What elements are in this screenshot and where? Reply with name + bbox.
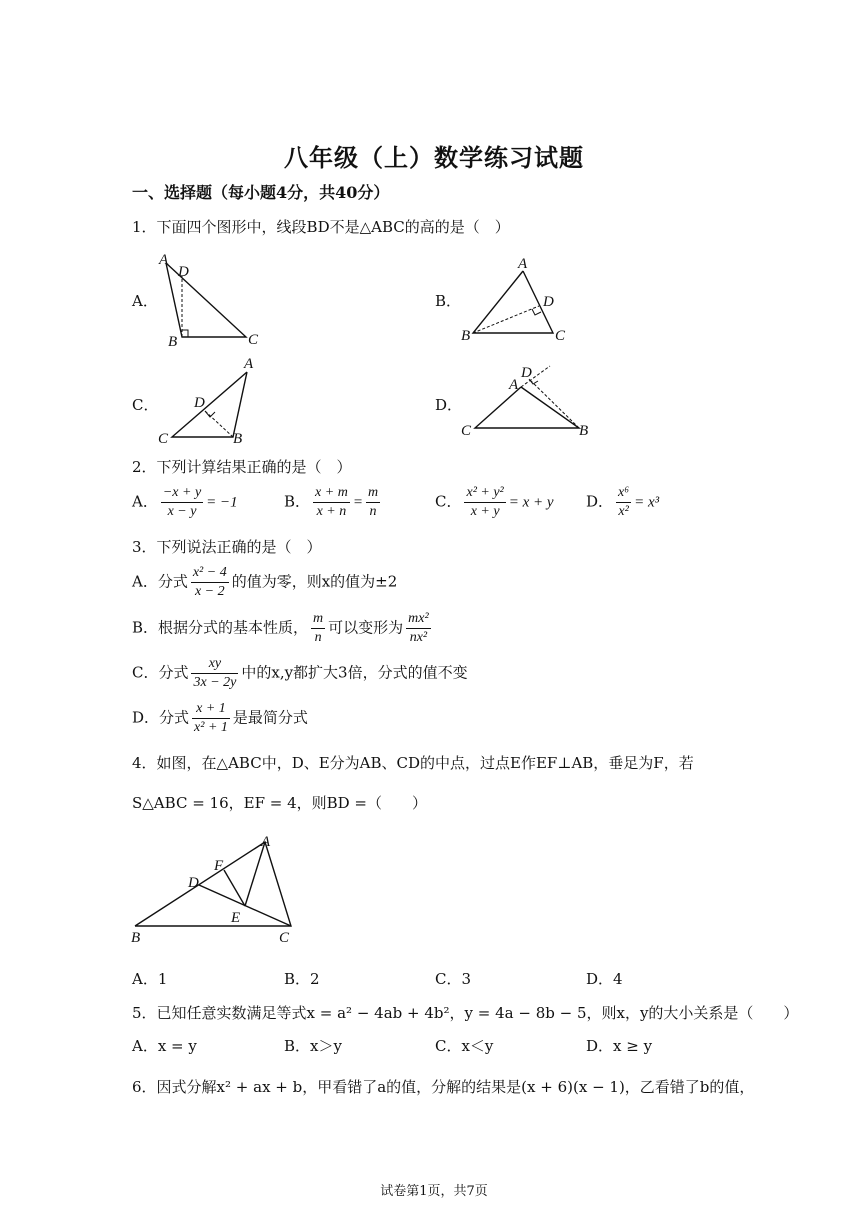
q3-a-num: x² − 4	[191, 564, 229, 583]
q2-a-rhs: = −1	[206, 494, 238, 511]
q4-figure	[125, 828, 305, 948]
q3-b-mid: 可以变形为	[328, 618, 404, 637]
page-footer: 试卷第1页，共7页	[380, 1184, 488, 1199]
q3-c-fraction	[191, 655, 238, 692]
question-4-stem-line-1: 4．如图，在△ABC中，D、E分为AB、CD的中点，过点E作EF⊥AB，垂足为F，若	[132, 754, 694, 772]
fig-c-label-a: A	[244, 356, 254, 372]
q4-label-b: B	[131, 930, 141, 946]
q2-c-label: C．	[435, 492, 462, 511]
q4-option-d: D．4	[586, 970, 623, 988]
q2-d-fraction	[616, 484, 631, 521]
q3-b-num: m	[311, 610, 325, 629]
fig-d-label-c: C	[461, 423, 472, 439]
q5-option-d: D．x ≥ y	[586, 1037, 653, 1055]
question-3-stem: 3．下列说法正确的是（ ）	[132, 538, 322, 556]
fig-c-label-c: C	[158, 431, 169, 447]
q3-option-a	[132, 564, 397, 601]
q2-b-num: x + m	[313, 484, 350, 503]
question-5-stem: 5．已知任意实数满足等式x = a² − 4ab + 4b²，y = 4a − 8b − 5，则x，y的大小关系是（ ）	[132, 1004, 799, 1022]
fig-b-label-d: D	[543, 294, 554, 310]
q3-option-c	[132, 655, 468, 692]
q3-b-den: n	[314, 630, 322, 645]
q2-a-label: A．	[132, 492, 158, 511]
q1-option-a-label: A．	[132, 292, 158, 310]
q2-a-den: x − y	[167, 504, 197, 519]
q2-d-label: D．	[586, 492, 614, 511]
q2-option-a	[132, 484, 238, 521]
q2-b-den: x + n	[316, 504, 347, 519]
q1-option-b-label: B．	[435, 292, 462, 310]
fig-c-label-b: B	[233, 431, 243, 447]
fig-b-label-c: C	[555, 328, 566, 344]
q2-option-c	[435, 484, 554, 521]
q3-b-num2: mx²	[406, 610, 431, 629]
q4-option-b: B．2	[284, 970, 320, 988]
page-title: 八年级（上）数学练习试题	[284, 143, 584, 172]
q2-b-den2: n	[369, 504, 377, 519]
q3-option-b	[132, 610, 434, 647]
q4-label-c: C	[279, 930, 290, 946]
q3-a-fraction	[191, 564, 229, 601]
q5-option-c: C．x＜y	[435, 1037, 494, 1055]
fig-a-label-d: D	[178, 264, 189, 280]
q3-option-d	[132, 700, 308, 737]
question-1-stem: 1．下面四个图形中，线段BD不是△ABC的高的是（ ）	[132, 218, 510, 236]
q1-figure-d	[455, 360, 595, 445]
q3-d-pre: D．分式	[132, 708, 190, 727]
q1-figure-b	[455, 252, 580, 347]
q4-label-d: D	[188, 875, 199, 891]
q2-c-num: x² + y²	[464, 484, 505, 503]
q4-option-c: C．3	[435, 970, 472, 988]
q2-a-num: −x + y	[161, 484, 203, 503]
q3-c-pre: C．分式	[132, 663, 189, 682]
fig-a-label-c: C	[248, 332, 259, 348]
q3-a-pre: A．分式	[132, 572, 188, 591]
q3-d-num: x + 1	[192, 700, 230, 719]
q1-figure-c	[155, 355, 265, 447]
q1-option-d-label: D．	[435, 396, 463, 414]
q2-c-rhs: = x + y	[508, 494, 554, 511]
fig-b-label-a: A	[518, 256, 528, 272]
q3-a-den: x − 2	[194, 584, 225, 599]
q3-c-den: 3x − 2y	[193, 675, 237, 690]
q4-label-e: E	[231, 910, 241, 926]
fig-d-label-b: B	[579, 423, 589, 439]
q5-option-b: B．x＞y	[284, 1037, 342, 1055]
q2-b-num2: m	[366, 484, 380, 503]
q1-figure-a	[150, 250, 270, 350]
q4-label-a: A	[261, 834, 271, 850]
question-4-stem-line-2: S△ABC = 16，EF = 4，则BD =（ ）	[132, 794, 428, 812]
fig-d-label-a: A	[509, 377, 519, 393]
q3-b-pre: B．根据分式的基本性质，	[132, 618, 309, 637]
q3-b-fraction	[311, 610, 325, 647]
fig-a-label-b: B	[168, 334, 178, 350]
q2-option-d	[586, 484, 659, 521]
q5-option-a: A．x = y	[132, 1037, 197, 1055]
q2-d-num: x⁶	[616, 484, 631, 503]
q3-b-fraction-2	[406, 610, 431, 647]
q4-option-a: A．1	[132, 970, 168, 988]
q2-b-label: B．	[284, 492, 311, 511]
q3-c-num: xy	[191, 655, 238, 674]
q3-a-post: 的值为零，则x的值为±2	[231, 572, 398, 591]
q2-c-den: x + y	[470, 504, 500, 519]
question-2-stem: 2．下列计算结果正确的是（ ）	[132, 458, 352, 476]
q2-d-den: x²	[618, 504, 629, 519]
q2-d-rhs: = x³	[634, 494, 660, 511]
q2-b-eq: =	[352, 494, 363, 511]
question-6-stem: 6．因式分解x² + ax + b，甲看错了a的值，分解的结果是(x + 6)(x − 1)，乙看错了b的值，	[132, 1078, 755, 1096]
q2-b-fraction-2	[366, 484, 380, 521]
fig-a-label-a: A	[159, 252, 169, 268]
q1-option-c-label: C．	[132, 396, 159, 414]
q3-d-fraction	[192, 700, 230, 737]
q3-b-den2: nx²	[409, 630, 428, 645]
q4-label-f: F	[214, 858, 224, 874]
fig-c-label-d: D	[194, 395, 205, 411]
q2-option-b	[284, 484, 383, 521]
fig-b-label-b: B	[461, 328, 471, 344]
section-heading: 一、选择题（每小题4分，共40分）	[132, 183, 390, 202]
q2-a-fraction	[161, 484, 203, 521]
q3-d-post: 是最简分式	[232, 708, 308, 727]
fig-d-label-d: D	[521, 365, 532, 381]
q3-d-den: x² + 1	[194, 720, 228, 735]
q2-c-fraction	[464, 484, 505, 521]
q3-c-post: 中的x,y都扩大3倍，分式的值不变	[241, 663, 468, 682]
q2-b-fraction	[313, 484, 350, 521]
